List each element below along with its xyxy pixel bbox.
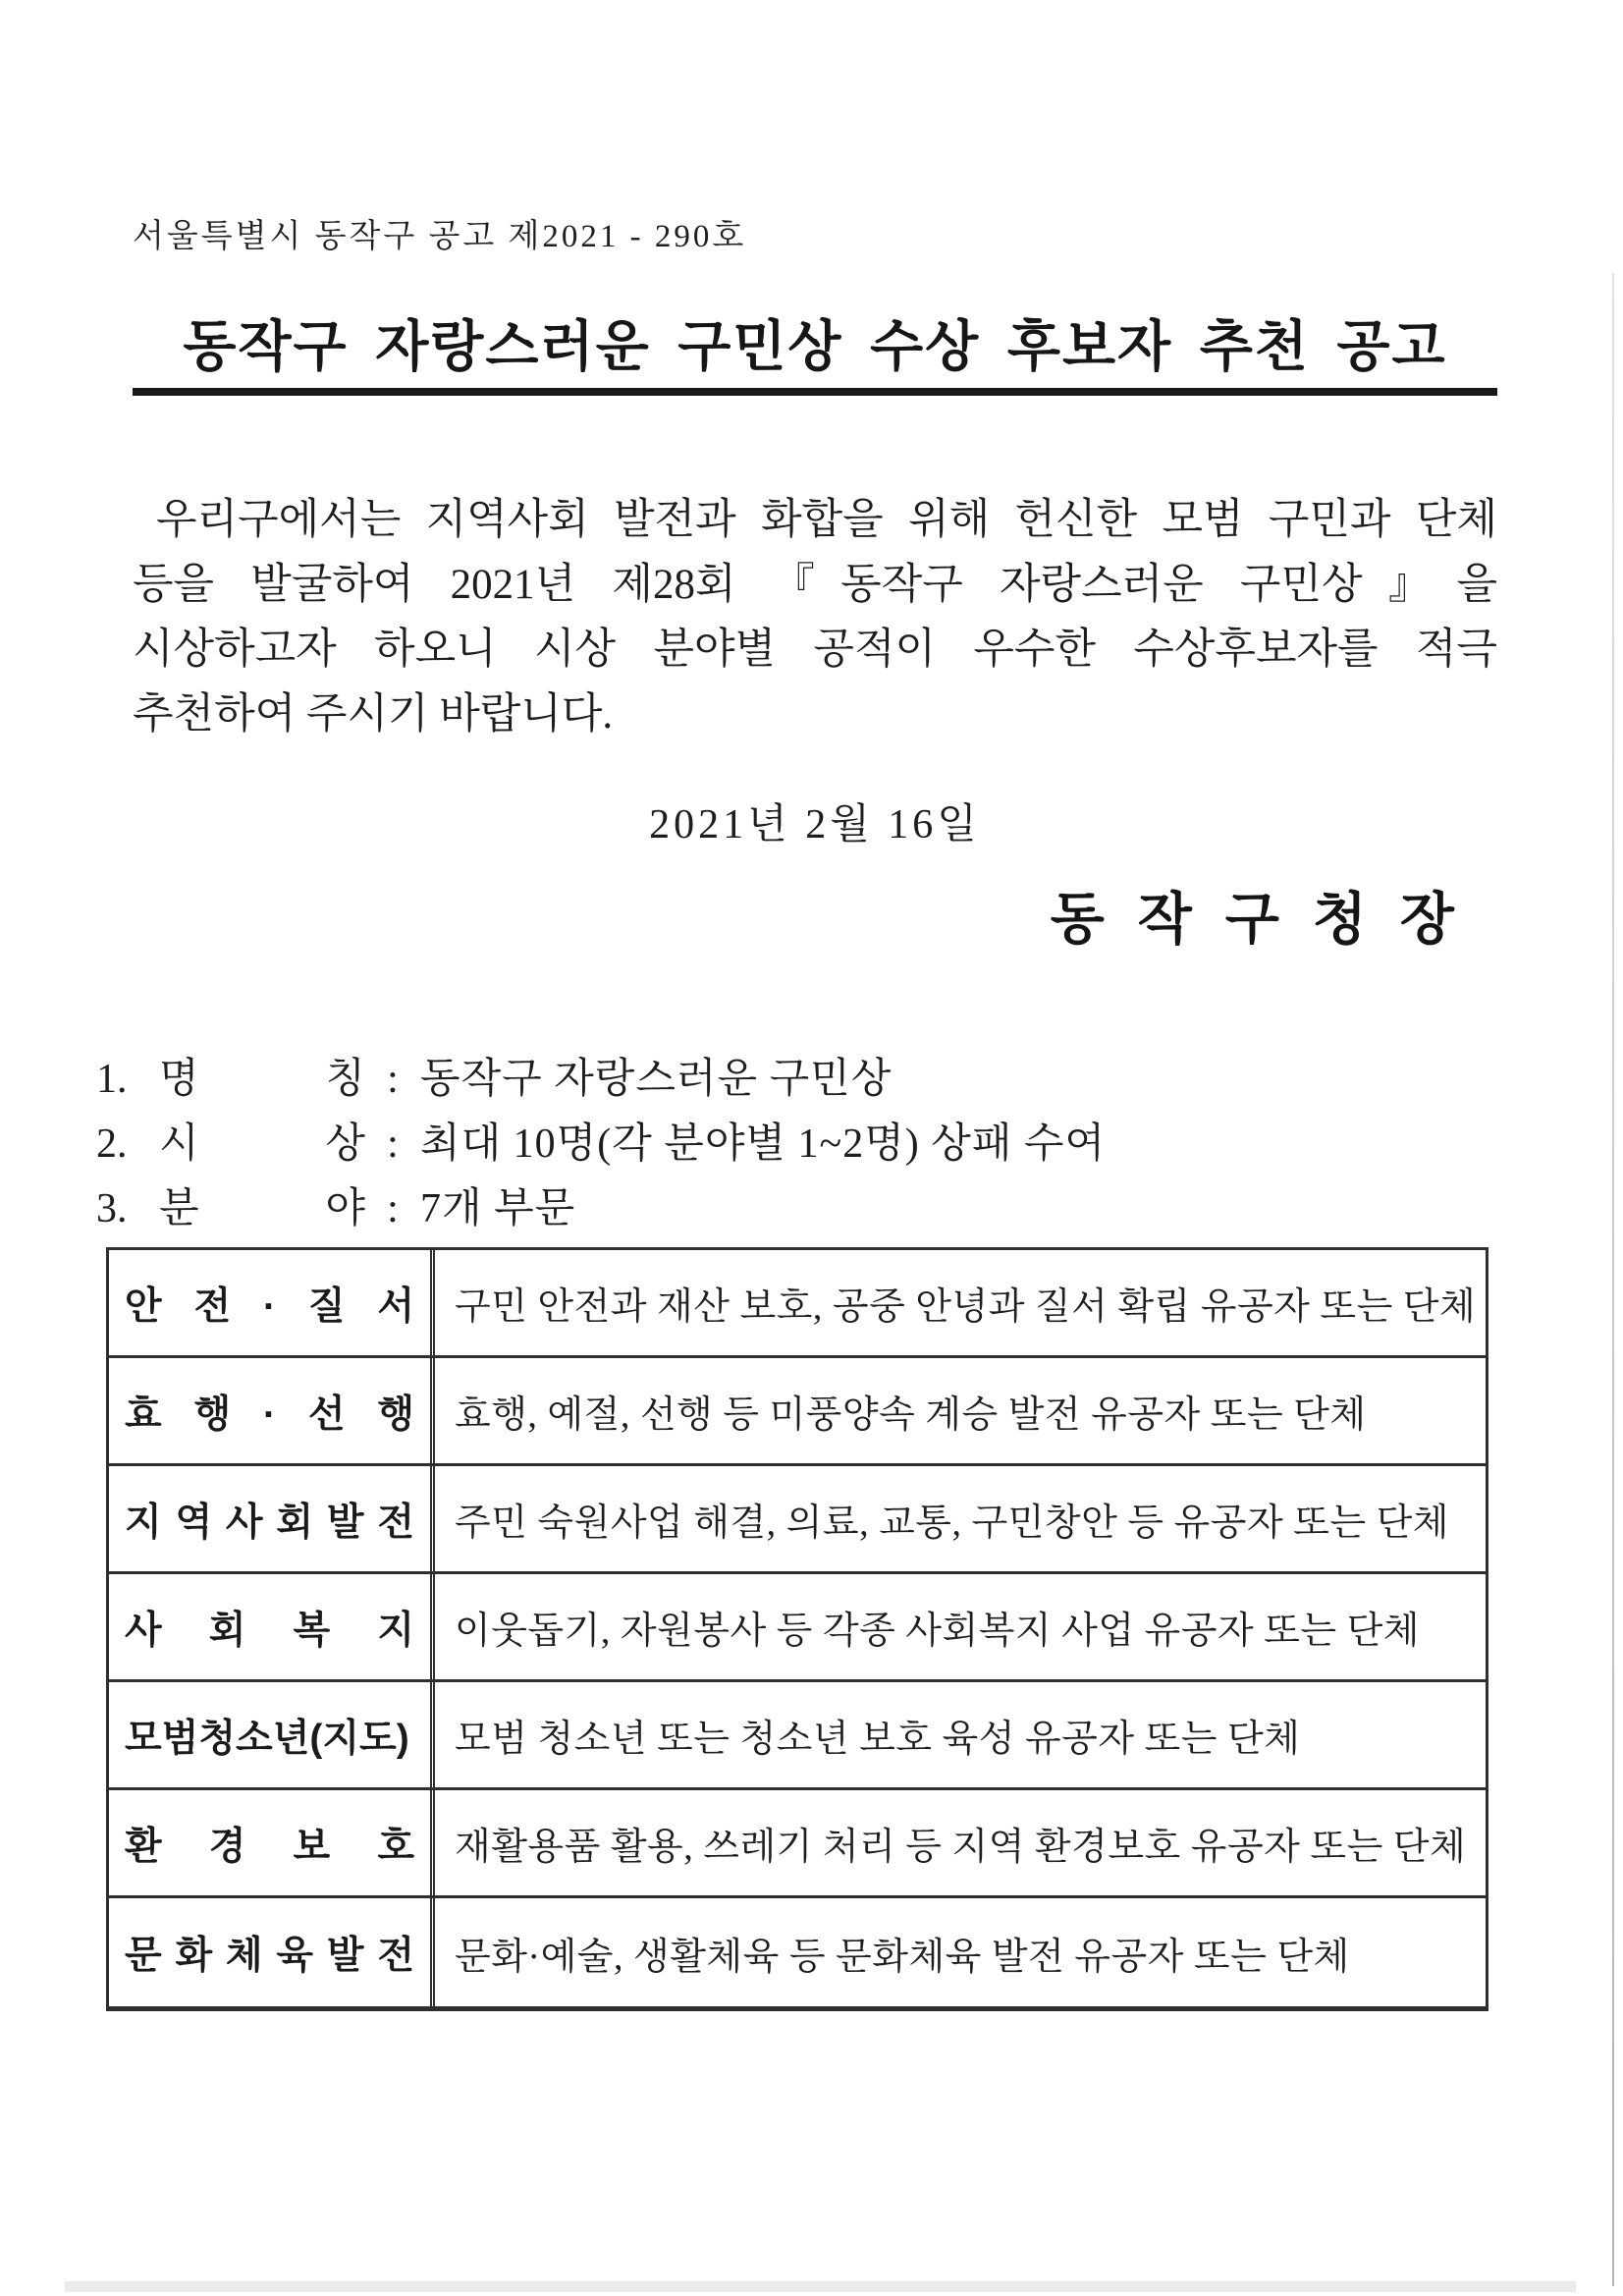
table-row <box>109 1250 1486 1358</box>
body-paragraph <box>133 488 1497 747</box>
list-item-award <box>96 1112 1497 1176</box>
item-separator: : <box>387 1121 399 1167</box>
category-cell: 사 회 복 지 <box>109 1574 435 1679</box>
description-cell: 주민 숙원사업 해결, 의료, 교통, 구민창안 등 유공자 또는 단체 <box>455 1503 1449 1544</box>
description-cell: 문화·예술, 생활체육 등 문화체육 발전 유공자 또는 단체 <box>455 1936 1350 1978</box>
category-cell: 환 경 보 호 <box>109 1790 435 1895</box>
description-cell: 재활용품 활용, 쓰레기 처리 등 지역 환경보호 유공자 또는 단체 <box>455 1827 1467 1868</box>
table-row <box>109 1682 1486 1790</box>
document-date: 2021년 2월 16일 <box>649 802 981 847</box>
table-row <box>109 1574 1486 1682</box>
item-label: 분 야 <box>159 1186 365 1231</box>
item-value: 동작구 자랑스러운 구민상 <box>420 1057 893 1102</box>
scan-artifact-vertical-line <box>1612 273 1614 2286</box>
paragraph-line-2: 등을 발굴하여 2021년 제28회 『동작구 자랑스러운 구민상』을 <box>133 562 1497 608</box>
item-number: 3. <box>96 1186 128 1231</box>
table-row <box>109 1358 1486 1466</box>
description-cell: 구민 안전과 재산 보호, 공중 안녕과 질서 확립 유공자 또는 단체 <box>455 1286 1477 1328</box>
item-label: 시 상 <box>159 1121 365 1167</box>
notice-number: 서울특별시 동작구 공고 제2021 - 290호 <box>133 219 747 254</box>
item-label: 명 칭 <box>159 1057 365 1102</box>
category-cell: 효 행 · 선 행 <box>109 1358 435 1463</box>
item-number: 2. <box>96 1121 128 1167</box>
category-cell: 문 화 체 육 발 전 <box>109 1898 435 2006</box>
table-row <box>109 1790 1486 1898</box>
description-cell: 이웃돕기, 자원봉사 등 각종 사회복지 사업 유공자 또는 단체 <box>455 1611 1420 1652</box>
table-row <box>109 1898 1486 2006</box>
category-cell: 모범청소년(지도) <box>109 1682 435 1787</box>
scan-artifact-bottom-band <box>65 2281 1576 2292</box>
category-cell: 지 역 사 회 발 전 <box>109 1466 435 1571</box>
paragraph-line-1: 우리구에서는 지역사회 발전과 화합을 위해 헌신한 모범 구민과 단체 <box>156 497 1497 543</box>
paragraph-line-3: 시상하고자 하오니 시상 분야별 공적이 우수한 수상후보자를 적극 <box>133 627 1497 673</box>
item-separator: : <box>387 1057 399 1102</box>
list-item-categories <box>96 1176 1497 1241</box>
info-list <box>96 1047 1497 1241</box>
description-cell: 효행, 예절, 선행 등 미풍양속 계승 발전 유공자 또는 단체 <box>455 1394 1367 1436</box>
paragraph-line-4: 추천하여 주시기 바랍니다. <box>133 691 614 738</box>
document-content <box>96 0 1497 2011</box>
signature-district-mayor: 동작구청장 <box>1050 888 1488 951</box>
item-value: 최대 10명(각 분야별 1~2명) 상패 수여 <box>420 1121 1107 1167</box>
description-cell: 모범 청소년 또는 청소년 보호 육성 유공자 또는 단체 <box>455 1719 1301 1760</box>
item-value: 7개 부문 <box>420 1186 576 1231</box>
list-item-name <box>96 1047 1497 1112</box>
item-number: 1. <box>96 1057 128 1102</box>
award-categories-table <box>106 1247 1488 2011</box>
table-row <box>109 1466 1486 1574</box>
category-cell: 안 전 · 질 서 <box>109 1250 435 1355</box>
document-title: 동작구 자랑스러운 구민상 수상 후보자 추천 공고 <box>133 315 1497 396</box>
item-separator: : <box>387 1186 399 1231</box>
